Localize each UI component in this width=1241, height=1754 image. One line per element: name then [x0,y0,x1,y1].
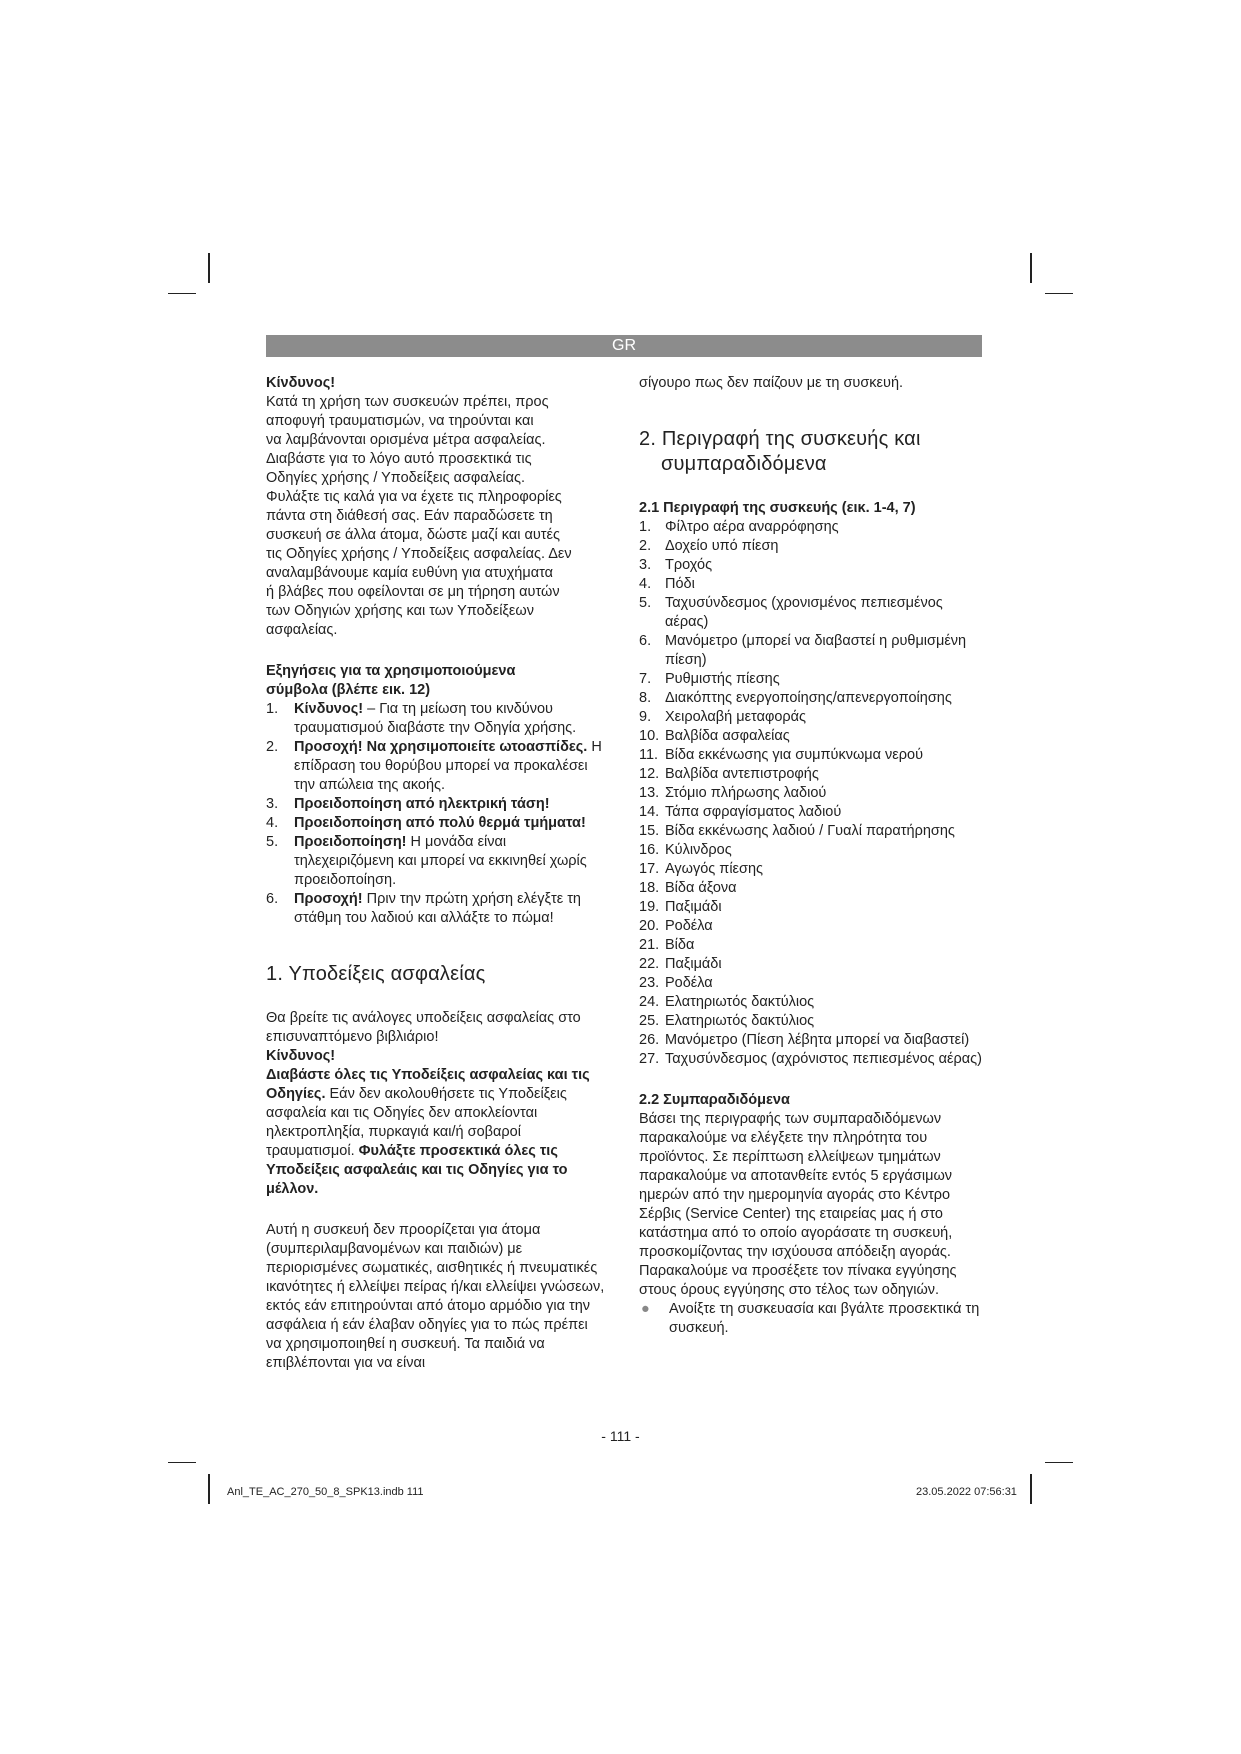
item-number: 24. [639,994,660,1010]
text-line: συσκευή σε άλλα άτομα, δώστε μαζί και αυτές [266,527,560,543]
item-number: 13. [639,785,660,801]
subsection-2-1-title: 2.1 Περιγραφή της συσκευής (εικ. 1-4, 7) [639,500,916,516]
left-column [266,374,606,1373]
text-line: Κατά τη χρήση των συσκευών πρέπει, προς [266,394,549,410]
list-item [639,917,984,936]
list-item [639,1050,984,1069]
language-code: GR [612,337,636,354]
footer-datetime: 23.05.2022 07:56:31 [916,1486,1017,1498]
crop-mark [168,1462,196,1463]
text-line: ή βλάβες που οφείλονται σε μη τήρηση αυτών [266,584,560,600]
item-number: 9. [639,709,652,725]
item-number: 3. [639,557,652,573]
item-bold-text: Προσοχή! Να χρησιμοποιείτε ωτοασπίδες. [294,739,588,755]
item-text: Βίδα εκκένωσης λαδιού / Γυαλί παρατήρησης [665,823,955,839]
crop-mark [168,293,196,294]
item-number: 27. [639,1051,660,1067]
list-item [639,1031,984,1050]
item-number: 23. [639,975,660,991]
item-text: Η μονάδα είναι τηλεχειριζόμενη και μπορεί να εκκινηθεί χωρίς προειδοποίηση. [294,834,587,888]
list-item [639,955,984,974]
list-item [639,860,984,879]
item-number: 4. [639,576,652,592]
item-text: Χειρολαβή μεταφοράς [665,709,807,725]
list-item [639,993,984,1012]
section-1-intro: Θα βρείτε τις ανάλογες υποδείξεις ασφαλείας στο επισυναπτόμενο βιβλιάριο! [266,1010,581,1045]
item-text: Τροχός [665,557,713,573]
subsection-2-2-paragraph: Βάσει της περιγραφής των συμπαραδιδόμενων παρακαλούμε να ελέγξετε την πληρότητα του προϊόντος. Σε περίπτωση ελλείψεων τμημάτων παρακαλούμε να αποτανθείτε εντός 5 εργάσιμων ημερών από την ημερομηνία αγοράς στο Κέντρο Σέρβις (Service Center) της εταιρείας μας ή στο κατάστημα από το οποίο αγοράσατε τη συσκευή, προσκομίζοντας την ισχύουσα απόδειξη αγοράς. Παρακαλούμε να προσέξετε τον πίνακα εγγύησης στους όρους εγγύησης στο τέλος των οδηγιών. [639,1111,957,1298]
symbols-list [266,700,606,928]
language-header-bar [266,335,982,357]
continued-text: σίγουρο πως δεν παίζουν με τη συσκευή. [639,375,904,391]
item-number: 21. [639,937,660,953]
list-item [639,708,984,727]
item-number: 2. [266,739,279,755]
list-item [266,700,606,738]
item-number: 18. [639,880,660,896]
item-number: 16. [639,842,660,858]
item-text: Φίλτρο αέρα αναρρόφησης [665,519,839,535]
warning-bold-2: Φυλάξτε προσεκτικά όλες τις Υποδείξεις ασφαλεάις και τις Οδηγίες για το μέλλον. [266,1143,568,1197]
item-text: Βίδα [665,937,695,953]
item-number: 8. [639,690,652,706]
text-line: Φυλάξτε τις καλά για να έχετε τις πληροφορίες [266,489,562,505]
item-text: Ροδέλα [665,975,713,991]
item-number: 6. [266,891,279,907]
item-number: 6. [639,633,652,649]
item-text: Παξιμάδι [665,899,722,915]
item-number: 4. [266,815,279,831]
list-item [639,822,984,841]
section-1-danger: Κίνδυνος! [266,1048,336,1064]
item-text: Ελατηριωτός δακτύλιος [665,1013,815,1029]
item-number: 5. [266,834,279,850]
parts-list [639,518,984,1069]
item-text: Αγωγός πίεσης [665,861,764,877]
item-number: 26. [639,1032,660,1048]
list-item [639,974,984,993]
text-line: ασφαλείας. [266,622,338,638]
item-text: Ροδέλα [665,918,713,934]
item-number: 14. [639,804,660,820]
crop-mark [1045,293,1073,294]
warning-text: Εάν δεν ακολουθήσετε τις Υποδείξεις ασφαλεία και τις Οδηγίες δεν αποκλείονται ηλεκτροπληξία, πυρκαγιά και/ή σοβαροί τραυματισμοί. [266,1086,567,1159]
item-number: 1. [266,701,279,717]
text-line: των Οδηγιών χρήσης και των Υποδείξεων [266,603,534,619]
crop-mark [1045,1462,1073,1463]
section-1-children-paragraph: Αυτή η συσκευή δεν προορίζεται για άτομα (συμπεριλαμβανομένων και παιδιών) με περιορισμένες σωματικές, αισθητικές ή πνευματικές ικανότητες ή ελλείψει πείρας ή/και ελλείψει γνώσεων, εκτός εάν επιτηρούνται από άτομο αρμόδιο για την ασφάλεια ή εάν έλαβαν οδηγίες για το πώς πρέπει να χρησιμοποιηθεί η συσκευή. Τα παιδιά να επιβλέπονται για να είναι [266,1222,605,1371]
crop-mark [208,253,210,283]
list-item [266,738,606,795]
crop-mark [1030,1474,1032,1504]
bullet-dot-icon: ● [641,1301,650,1317]
item-number: 1. [639,519,652,535]
list-item [266,890,606,928]
item-text: Πόδι [665,576,695,592]
text-line: Διαβάστε για το λόγο αυτό προσεκτικά τις [266,451,532,467]
item-text: Πριν την πρώτη χρήση ελέγξτε τη στάθμη του λαδιού και αλλάξτε το πώμα! [294,891,581,926]
list-item [639,727,984,746]
item-number: 25. [639,1013,660,1029]
item-bold-text: Προσοχή! [294,891,363,907]
item-text: Διακόπτης ενεργοποίησης/απενεργοποίησης [665,690,952,706]
item-number: 7. [639,671,652,687]
list-item [266,833,606,890]
list-item [639,518,984,537]
item-number: 11. [639,747,659,763]
text-line: πάντα στη διάθεσή σας. Εάν παραδώσετε τη [266,508,553,524]
item-number: 22. [639,956,660,972]
list-item [639,537,984,556]
item-number: 12. [639,766,660,782]
item-text: Παξιμάδι [665,956,722,972]
list-item [639,936,984,955]
list-item [639,746,984,765]
item-text: Βαλβίδα ασφαλείας [665,728,790,744]
item-number: 3. [266,796,279,812]
text-line: αναλαμβάνουμε καμία ευθύνη για ατυχήματα [266,565,554,581]
item-text: Μανόμετρο (μπορεί να διαβαστεί η ρυθμισμένη πίεση) [665,633,967,668]
right-column [639,374,984,1338]
item-text: Ελατηριωτός δακτύλιος [665,994,815,1010]
list-item [639,632,984,670]
crop-mark [1030,253,1032,283]
list-item [639,670,984,689]
item-text: – Για τη μείωση του κινδύνου τραυματισμού διαβάστε την Οδηγία χρήσης. [294,701,577,736]
warning-bold-1: Διαβάστε όλες τις Υποδείξεις ασφαλείας και τις Οδηγίες. [266,1067,590,1102]
item-number: 19. [639,899,660,915]
danger-heading: Κίνδυνος! [266,375,336,391]
item-text: Βίδα άξονα [665,880,737,896]
text-line: Οδηγίες χρήσης / Υποδείξεις ασφαλείας. [266,470,526,486]
item-number: 15. [639,823,660,839]
item-text: Ταχυσύνδεσμος (αχρόνιστος πεπιεσμένος αέρας) [665,1051,982,1067]
item-number: 17. [639,861,660,877]
symbols-heading-line-1: Εξηγήσεις για τα χρησιμοποιούμενα [266,663,516,679]
section-2-title-line-1: 2. Περιγραφή της συσκευής και [639,428,921,450]
text-line: να λαμβάνονται ορισμένα μέτρα ασφαλείας. [266,432,546,448]
list-item [639,594,984,632]
subsection-2-2-title: 2.2 Συμπαραδιδόμενα [639,1092,790,1108]
item-bold-text: Προειδοποίηση! [294,834,407,850]
section-2-title-line-2: συμπαραδιδόμενα [661,453,827,475]
text-line: αποφυγή τραυματισμών, να τηρούνται και [266,413,534,429]
list-item [266,795,606,814]
item-number: 5. [639,595,652,611]
bullet-text: Ανοίξτε τη συσκευασία και βγάλτε προσεκτικά τη συσκευή. [669,1301,980,1336]
list-item [266,814,606,833]
text-line: τις Οδηγίες χρήσης / Υποδείξεις ασφαλείας. Δεν [266,546,572,562]
item-text: Βαλβίδα αντεπιστροφής [665,766,819,782]
item-text: Τάπα σφραγίσματος λαδιού [665,804,842,820]
list-item [639,841,984,860]
item-text: Μανόμετρο (Πίεση λέβητα μπορεί να διαβαστεί) [665,1032,970,1048]
symbols-heading-line-2: σύμβολα (βλέπε εικ. 12) [266,682,431,698]
item-bold-text: Προειδοποίηση από ηλεκτρική τάση! [294,796,550,812]
page-number: - 111 - [601,1428,640,1444]
list-item [639,784,984,803]
list-item [639,765,984,784]
list-item [639,803,984,822]
item-text: Δοχείο υπό πίεση [665,538,779,554]
list-item [639,556,984,575]
item-text: Ταχυσύνδεσμος (χρονισμένος πεπιεσμένος αέρας) [665,595,943,630]
item-text: Ρυθμιστής πίεσης [665,671,780,687]
item-text: Η επίδραση του θορύβου μπορεί να προκαλέσει την απώλεια της ακοής. [294,739,602,793]
item-text: Κύλινδρος [665,842,732,858]
list-item [639,1012,984,1031]
crop-mark [208,1474,210,1504]
list-item [639,898,984,917]
item-number: 20. [639,918,660,934]
section-1-title: 1. Υποδείξεις ασφαλείας [266,963,486,985]
bullet-item [639,1300,984,1338]
item-text: Βίδα εκκένωσης για συμπύκνωμα νερού [665,747,923,763]
item-number: 10. [639,728,660,744]
item-text: Στόμιο πλήρωσης λαδιού [665,785,827,801]
list-item [639,879,984,898]
item-number: 2. [639,538,652,554]
footer-file-name: Anl_TE_AC_270_50_8_SPK13.indb 111 [227,1486,424,1498]
list-item [639,689,984,708]
item-bold-text: Κίνδυνος! [294,701,364,717]
danger-paragraph [266,393,606,640]
list-item [639,575,984,594]
item-bold-text: Προειδοποίηση από πολύ θερμά τμήματα! [294,815,586,831]
section-1-warning-paragraph [266,1066,606,1199]
